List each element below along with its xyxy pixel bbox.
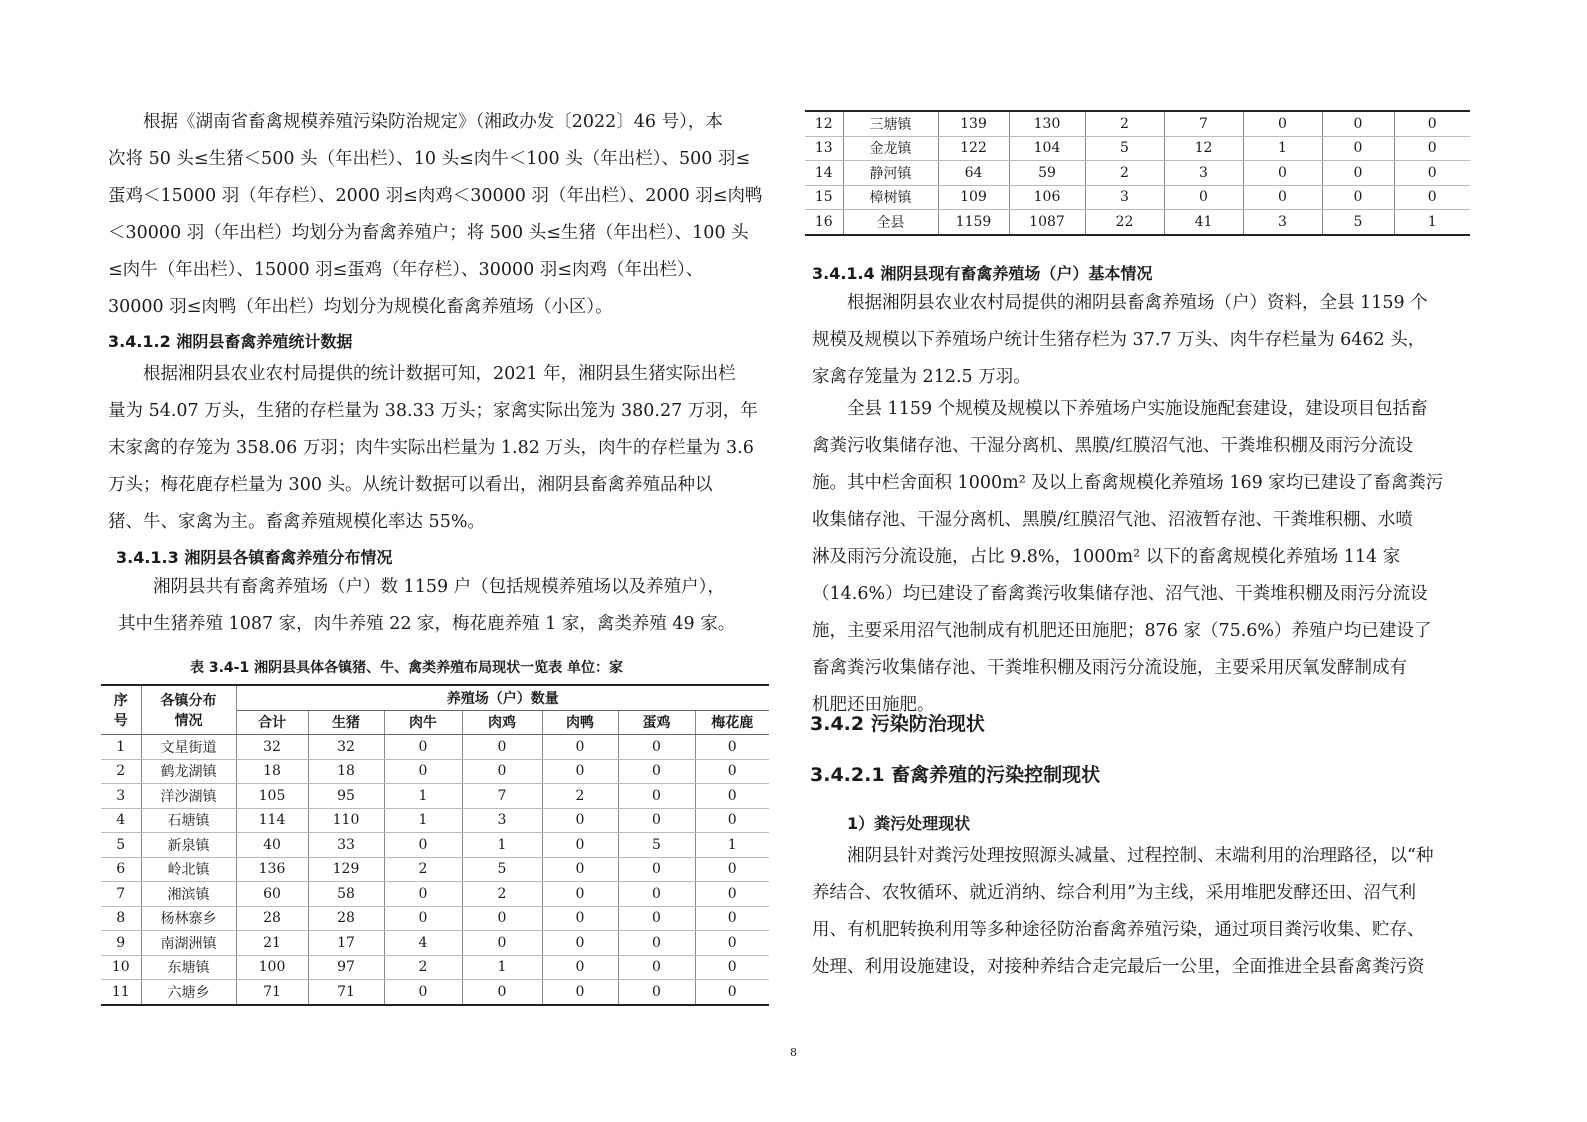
town-cell: 杨林寨乡 [141,906,236,931]
count-cell: 0 [542,980,618,1005]
count-cell: 0 [384,980,462,1005]
count-cell: 0 [1243,111,1322,136]
count-cell: 0 [695,980,769,1005]
count-cell: 2 [384,857,462,882]
count-cell: 2 [1085,161,1164,186]
count-cell: 0 [695,882,769,907]
heading-3413: 3.4.1.3 湘阴县各镇畜禽养殖分布情况 [116,548,393,567]
table-row [101,759,769,784]
count-cell: 0 [1164,185,1243,210]
count-cell: 5 [1322,210,1394,235]
town-cell: 三塘镇 [843,111,938,136]
count-cell: 106 [1009,185,1085,210]
text-line: 施，主要采用沼气池制成有机肥还田施肥；876 家（75.6%）养殖户均已建设了 [812,621,1432,641]
count-cell: 122 [938,136,1009,161]
row-index-cell: 4 [101,808,141,833]
count-cell: 0 [695,808,769,833]
count-cell: 0 [384,882,462,907]
town-cell: 新泉镇 [141,833,236,858]
row-index-cell: 5 [101,833,141,858]
count-cell: 5 [618,833,695,858]
statistics-paragraph [108,356,764,541]
row-index-cell: 10 [101,955,141,980]
town-cell: 洋沙湖镇 [141,784,236,809]
table-row [805,136,1470,161]
count-cell: 0 [462,735,542,760]
count-cell: 17 [308,931,384,956]
count-cell: 0 [695,906,769,931]
row-index-cell: 15 [805,185,843,210]
count-cell: 0 [384,906,462,931]
town-cell: 南湖洲镇 [141,931,236,956]
count-cell: 41 [1164,210,1243,235]
count-cell: 64 [938,161,1009,186]
heading-manure: 1）粪污处理现状 [847,814,971,833]
count-cell: 0 [695,759,769,784]
count-cell: 1159 [938,210,1009,235]
count-cell: 3 [1243,210,1322,235]
col-header-group: 养殖场（户）数量 [236,685,769,710]
facility-paragraph [812,391,1464,724]
table-row [805,210,1470,235]
text-line: 根据《湖南省畜禽规模养殖污染防治规定》（湘政办发〔2022〕46 号），本 [108,112,723,132]
text-line: 收集储存池、干湿分离机、黑膜/红膜沼气池、沼液暂存池、干粪堆积棚、水喷 [812,510,1413,530]
heading-342: 3.4.2 污染防治现状 [810,713,985,735]
count-cell: 2 [1085,111,1164,136]
count-cell: 0 [462,980,542,1005]
count-cell: 1 [384,784,462,809]
count-cell: 0 [1243,161,1322,186]
count-cell: 130 [1009,111,1085,136]
row-index-cell: 2 [101,759,141,784]
count-cell: 7 [462,784,542,809]
manure-paragraph [812,838,1464,986]
count-cell: 0 [618,759,695,784]
row-index-cell: 7 [101,882,141,907]
count-cell: 0 [695,735,769,760]
text-line: 根据湘阴县农业农村局提供的湘阴县畜禽养殖场（户）资料，全县 1159 个 [812,293,1428,313]
distribution-paragraph [118,569,764,643]
count-cell: 139 [938,111,1009,136]
count-cell: 0 [542,857,618,882]
count-cell: 0 [542,735,618,760]
count-cell: 0 [542,833,618,858]
text-line: 机肥还田施肥。 [812,695,935,715]
table-row [101,882,769,907]
count-cell: 0 [618,784,695,809]
count-cell: 114 [236,808,308,833]
count-cell: 0 [542,931,618,956]
count-cell: 136 [236,857,308,882]
count-cell: 7 [1164,111,1243,136]
text-line: 畜禽粪污收集储存池、干粪堆积棚及雨污分流设施，主要采用厌氧发酵制成有 [812,658,1407,678]
town-cell: 静河镇 [843,161,938,186]
row-index-cell: 3 [101,784,141,809]
count-cell: 97 [308,955,384,980]
heading-3414: 3.4.1.4 湘阴县现有畜禽养殖场（户）基本情况 [812,264,1153,283]
text-line: 末家禽的存笼为 358.06 万羽；肉牛实际出栏量为 1.82 万头，肉牛的存栏量为 3.6 [108,438,754,458]
count-cell: 1 [462,955,542,980]
table-row [805,161,1470,186]
table-row [101,931,769,956]
count-cell: 0 [618,931,695,956]
count-cell: 1 [462,833,542,858]
text-line: 蛋鸡＜15000 羽（年存栏）、2000 羽≤肉鸡＜30000 羽（年出栏）、2000 羽≤肉鸭 [108,186,763,206]
count-cell: 1 [384,808,462,833]
count-cell: 0 [1394,136,1470,161]
text-line: 施。其中栏舍面积 1000m² 及以上畜禽规模化养殖场 169 家均已建设了畜禽粪污 [812,473,1444,493]
text-line: 禽粪污收集储存池、干湿分离机、黑膜/红膜沼气池、干粪堆积棚及雨污分流设 [812,436,1413,456]
count-cell: 22 [1085,210,1164,235]
count-cell: 0 [462,906,542,931]
livestock-table-part1 [101,684,769,1006]
text-line: 量为 54.07 万头，生猪的存栏量为 38.33 万头；家禽实际出笼为 380.27 万羽，年 [108,401,758,421]
row-index-cell: 13 [805,136,843,161]
count-cell: 28 [236,906,308,931]
count-cell: 0 [462,759,542,784]
count-cell: 109 [938,185,1009,210]
count-cell: 33 [308,833,384,858]
count-cell: 95 [308,784,384,809]
count-cell: 0 [618,735,695,760]
table-row [101,833,769,858]
count-cell: 129 [308,857,384,882]
count-cell: 0 [462,931,542,956]
count-cell: 0 [695,857,769,882]
heading-3421: 3.4.2.1 畜禽养殖的污染控制现状 [810,764,1101,786]
table-row [101,980,769,1005]
col-header-beef: 肉牛 [384,710,462,735]
table-row [101,906,769,931]
text-line: （14.6%）均已建设了畜禽粪污收集储存池、沼气池、干粪堆积棚及雨污分流设 [812,584,1428,604]
text-line: 湘阴县针对粪污处理按照源头减量、过程控制、末端利用的治理路径，以“种 [812,846,1434,866]
table-row [805,111,1470,136]
town-cell: 鹤龙湖镇 [141,759,236,784]
count-cell: 0 [618,980,695,1005]
table-row [101,735,769,760]
col-header-seq: 序 号 [101,685,141,735]
row-index-cell: 8 [101,906,141,931]
text-line: 处理、利用设施建设，对接种养结合走完最后一公里，全面推进全县畜禽粪污资 [812,957,1425,977]
count-cell: 60 [236,882,308,907]
col-header-layer: 蛋鸡 [618,710,695,735]
count-cell: 58 [308,882,384,907]
text-line: 30000 羽≤肉鸭（年出栏）均划分为规模化畜禽养殖场（小区）。 [108,297,613,317]
count-cell: 2 [542,784,618,809]
count-cell: 71 [308,980,384,1005]
town-cell: 六塘乡 [141,980,236,1005]
count-cell: 0 [695,955,769,980]
text-line: 次将 50 头≤生猪＜500 头（年出栏）、10 头≤肉牛＜100 头（年出栏）、500 羽≤ [108,149,751,169]
text-line: ＜30000 羽（年出栏）均划分为畜禽养殖户；将 500 头≤生猪（年出栏）、100 头 [108,223,749,243]
col-header-town: 各镇分布 情况 [141,685,236,735]
livestock-table-part2 [805,110,1470,236]
town-cell: 金龙镇 [843,136,938,161]
count-cell: 0 [618,808,695,833]
count-cell: 0 [1394,161,1470,186]
row-index-cell: 6 [101,857,141,882]
text-line: 万头；梅花鹿存栏量为 300 头。从统计数据可以看出，湘阴县畜禽养殖品种以 [108,475,713,495]
text-line: ≤肉牛（年出栏）、15000 羽≤蛋鸡（年存栏）、30000 羽≤肉鸡（年出栏）、 [108,260,704,280]
count-cell: 1087 [1009,210,1085,235]
count-cell: 32 [308,735,384,760]
col-header-duck: 肉鸭 [542,710,618,735]
text-line: 规模及规模以下养殖场户统计生猪存栏为 37.7 万头、肉牛存栏量为 6462 头， [812,330,1426,350]
count-cell: 71 [236,980,308,1005]
farm-status-paragraph [812,285,1464,396]
count-cell: 104 [1009,136,1085,161]
count-cell: 3 [462,808,542,833]
row-index-cell: 16 [805,210,843,235]
count-cell: 1 [695,833,769,858]
town-cell: 全县 [843,210,938,235]
count-cell: 0 [384,735,462,760]
count-cell: 1 [1243,136,1322,161]
row-index-cell: 1 [101,735,141,760]
count-cell: 0 [1322,136,1394,161]
count-cell: 0 [542,759,618,784]
count-cell: 2 [462,882,542,907]
count-cell: 0 [1243,185,1322,210]
count-cell: 0 [384,759,462,784]
count-cell: 0 [542,955,618,980]
count-cell: 2 [384,955,462,980]
count-cell: 0 [618,882,695,907]
town-cell: 石塘镇 [141,808,236,833]
table-row [101,955,769,980]
table-row [101,784,769,809]
row-index-cell: 12 [805,111,843,136]
count-cell: 28 [308,906,384,931]
text-line: 湘阴县共有畜禽养殖场（户）数 1159 户（包括规模养殖场以及养殖户）， [118,577,725,597]
col-header-broiler: 肉鸡 [462,710,542,735]
page-number: 8 [790,1046,797,1059]
town-cell: 湘滨镇 [141,882,236,907]
row-index-cell: 11 [101,980,141,1005]
col-header-pig: 生猪 [308,710,384,735]
col-header-total: 合计 [236,710,308,735]
count-cell: 12 [1164,136,1243,161]
table-row [101,808,769,833]
count-cell: 0 [1322,185,1394,210]
count-cell: 0 [542,882,618,907]
count-cell: 110 [308,808,384,833]
count-cell: 5 [1085,136,1164,161]
text-line: 家禽存笼量为 212.5 万羽。 [812,367,1031,387]
heading-3412: 3.4.1.2 湘阴县畜禽养殖统计数据 [108,332,353,351]
count-cell: 0 [618,857,695,882]
town-cell: 樟树镇 [843,185,938,210]
table-row [805,185,1470,210]
count-cell: 32 [236,735,308,760]
count-cell: 0 [542,808,618,833]
text-line: 养结合、农牧循环、就近消纳、综合利用”为主线，采用堆肥发酵还田、沼气利 [812,883,1416,903]
count-cell: 5 [462,857,542,882]
count-cell: 0 [695,931,769,956]
text-line: 其中生猪养殖 1087 家，肉牛养殖 22 家，梅花鹿养殖 1 家，禽类养殖 49 家。 [118,614,736,634]
count-cell: 0 [1322,111,1394,136]
text-line: 用、有机肥转换利用等多种途径防治畜禽养殖污染，通过项目粪污收集、贮存、 [812,920,1425,940]
count-cell: 0 [1394,185,1470,210]
count-cell: 0 [695,784,769,809]
col-header-deer: 梅花鹿 [695,710,769,735]
count-cell: 0 [542,906,618,931]
count-cell: 0 [1322,161,1394,186]
count-cell: 21 [236,931,308,956]
text-line: 根据湘阴县农业农村局提供的统计数据可知，2021 年，湘阴县生猪实际出栏 [108,364,736,384]
town-cell: 岭北镇 [141,857,236,882]
count-cell: 3 [1164,161,1243,186]
count-cell: 59 [1009,161,1085,186]
table-row [101,857,769,882]
count-cell: 18 [236,759,308,784]
count-cell: 100 [236,955,308,980]
intro-paragraph [108,104,764,326]
count-cell: 3 [1085,185,1164,210]
row-index-cell: 14 [805,161,843,186]
count-cell: 0 [384,833,462,858]
count-cell: 0 [618,955,695,980]
town-cell: 东塘镇 [141,955,236,980]
text-line: 全县 1159 个规模及规模以下养殖场户实施设施配套建设，建设项目包括畜 [812,399,1428,419]
count-cell: 0 [618,906,695,931]
text-line: 淋及雨污分流设施，占比 9.8%，1000m² 以下的畜禽规模化养殖场 114 家 [812,547,1401,567]
count-cell: 105 [236,784,308,809]
count-cell: 4 [384,931,462,956]
row-index-cell: 9 [101,931,141,956]
town-cell: 文星街道 [141,735,236,760]
count-cell: 18 [308,759,384,784]
table-caption: 表 3.4-1 湘阴县具体各镇猪、牛、禽类养殖布局现状一览表 单位：家 [190,660,623,676]
count-cell: 40 [236,833,308,858]
count-cell: 1 [1394,210,1470,235]
text-line: 猪、牛、家禽为主。畜禽养殖规模化率达 55%。 [108,512,485,532]
count-cell: 0 [1394,111,1470,136]
